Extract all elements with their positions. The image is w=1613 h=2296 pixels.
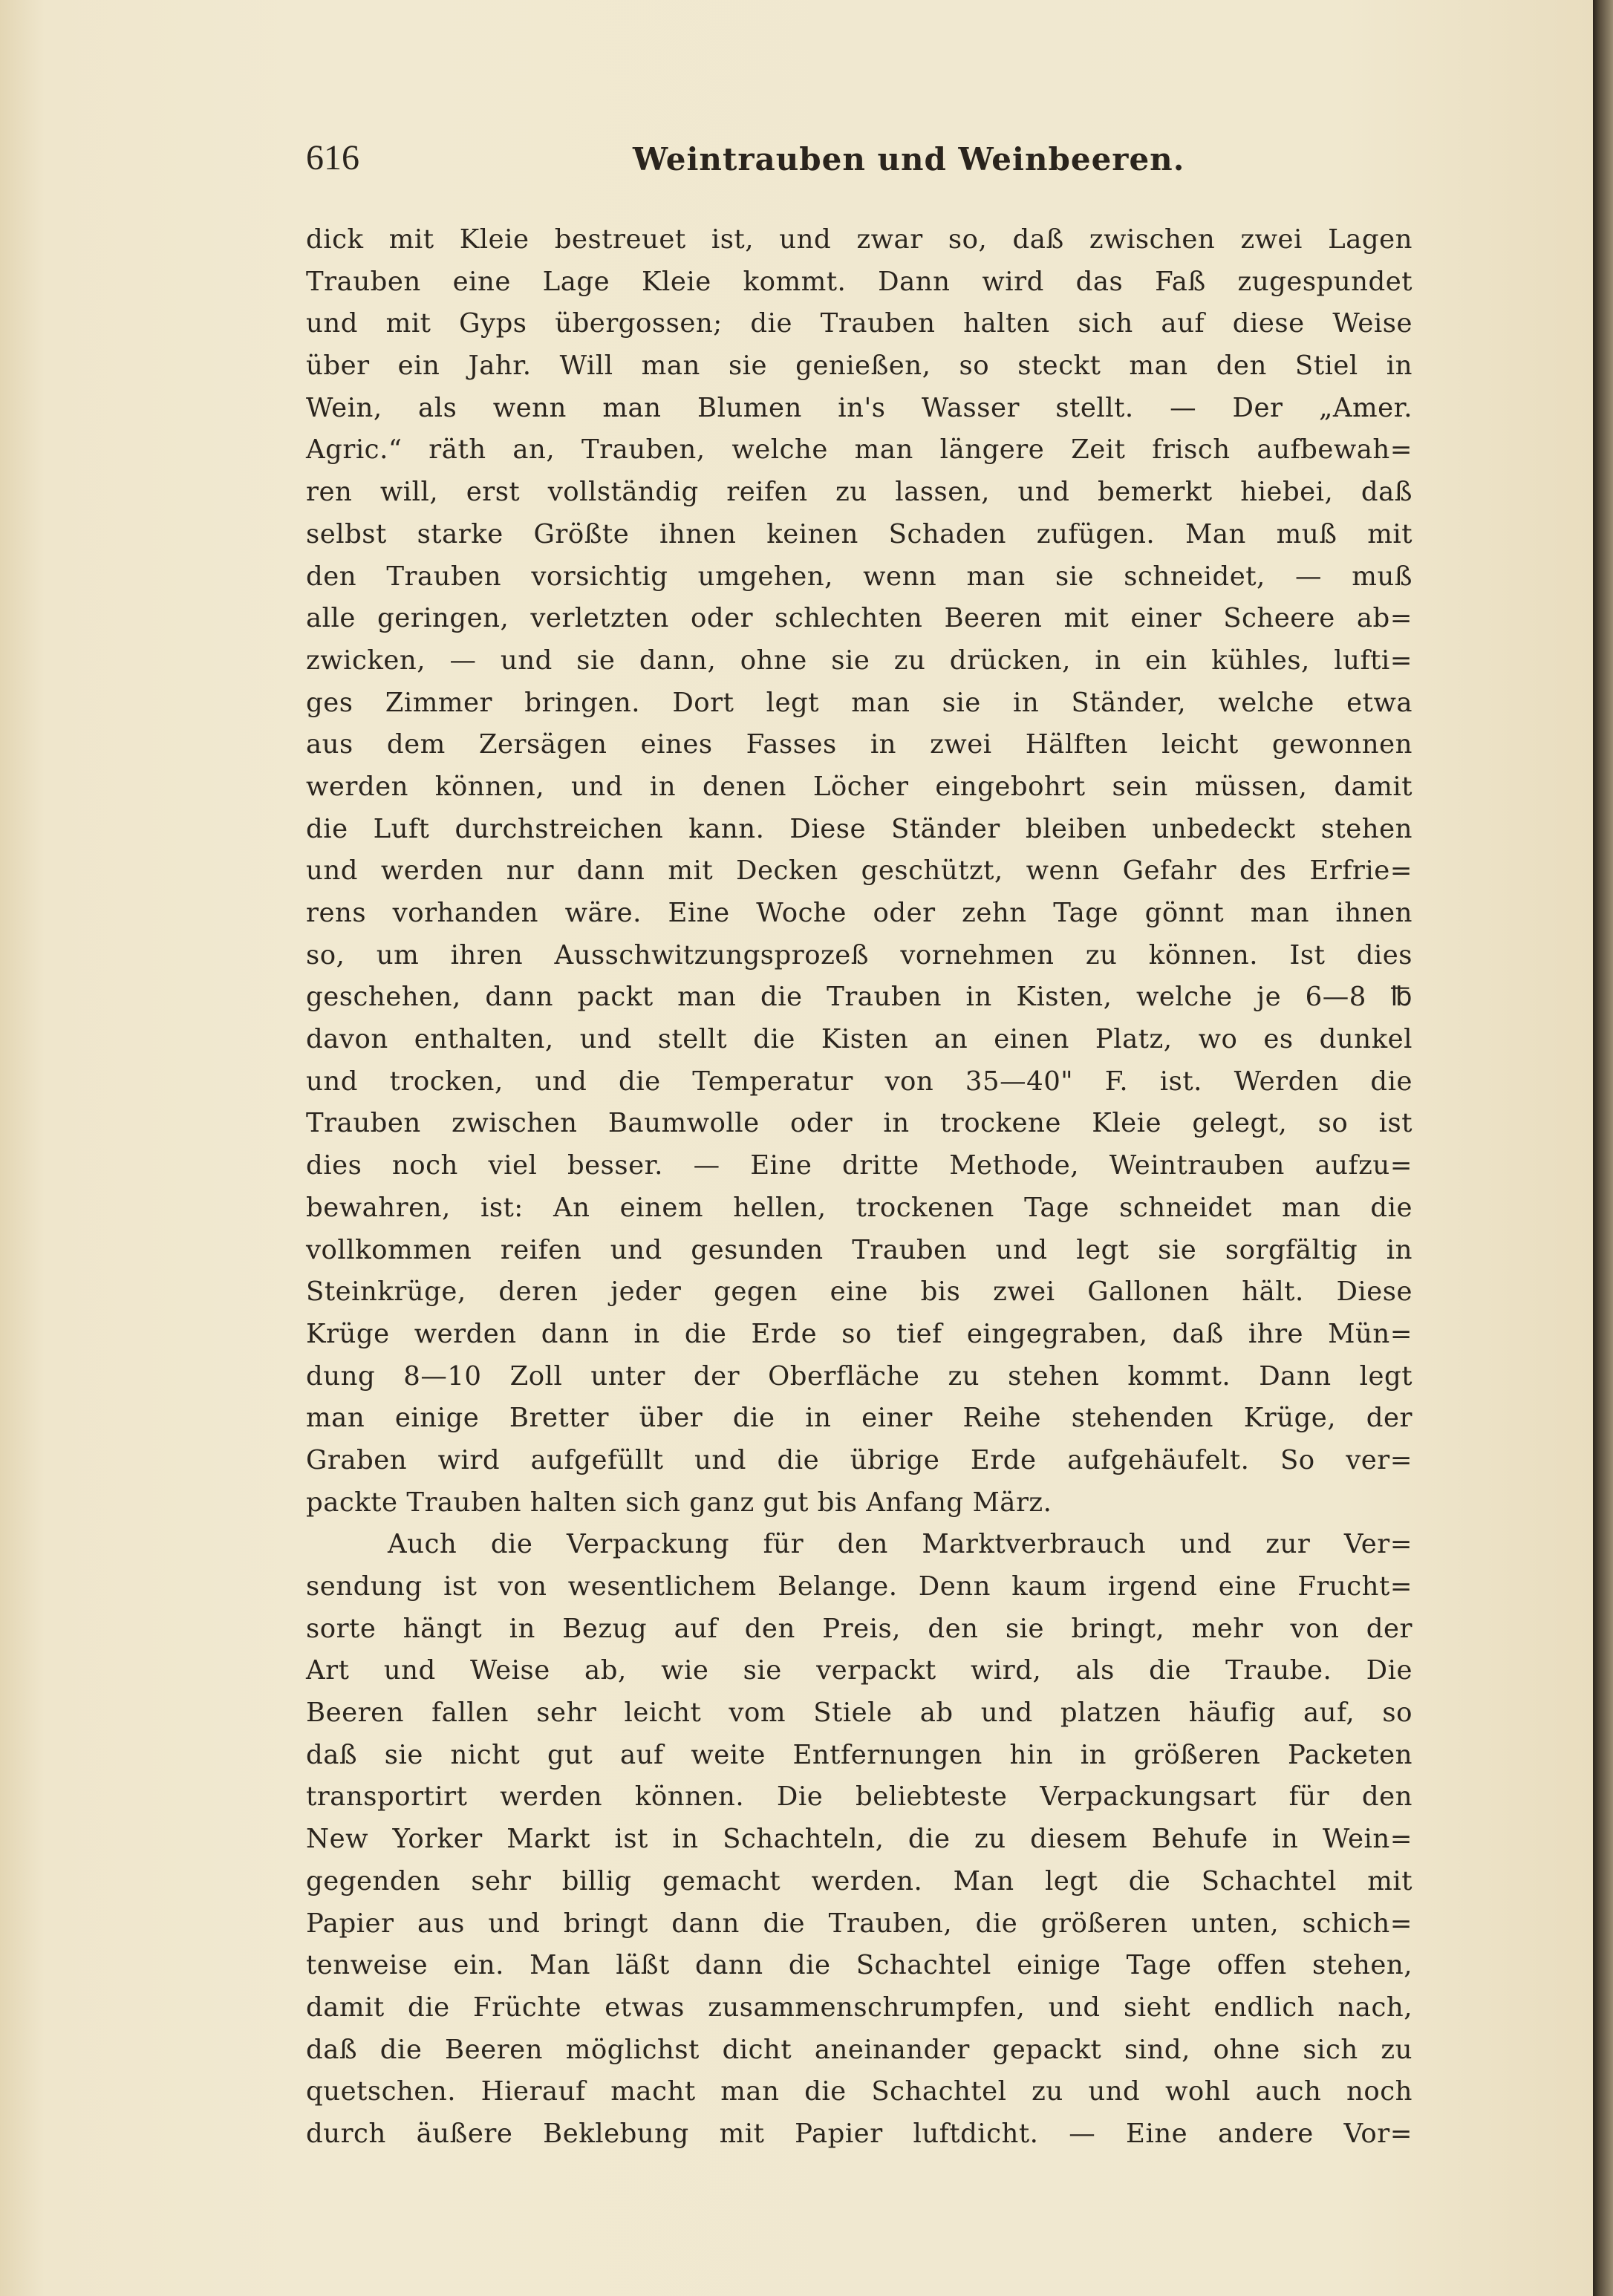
text-line: Steinkrüge, deren jeder gegen eine bis zwei Gallonen hält. Diese — [306, 1276, 1412, 1308]
text-line: New Yorker Markt ist in Schachteln, die zu diesem Behufe in Wein= — [306, 1824, 1412, 1855]
text-line: man einige Bretter über die in einer Reihe stehenden Krüge, der — [306, 1403, 1412, 1434]
text-line: aus dem Zersägen eines Fasses in zwei Hälften leicht gewonnen — [306, 729, 1412, 760]
text-line: den Trauben vorsichtig umgehen, wenn man sie schneidet, — muß — [306, 561, 1412, 592]
text-line: Beeren fallen sehr leicht vom Stiele ab und platzen häufig auf, so — [306, 1697, 1412, 1729]
text-line: bewahren, ist: An einem hellen, trockenen Tage schneidet man die — [306, 1192, 1412, 1223]
page-edge-shadow — [1593, 0, 1613, 2296]
text-line: daß sie nicht gut auf weite Entfernungen hin in größeren Packeten — [306, 1739, 1412, 1770]
text-line: Krüge werden dann in die Erde so tief eingegraben, daß ihre Mün= — [306, 1318, 1412, 1349]
text-line: alle geringen, verletzten oder schlechten Beeren mit einer Scheere ab= — [306, 603, 1412, 634]
page-number: 616 — [306, 138, 359, 177]
text-line: und trocken, und die Temperatur von 35—40" F. ist. Werden die — [306, 1066, 1412, 1097]
text-line: durch äußere Beklebung mit Papier luftdicht. — Eine andere Vor= — [306, 2118, 1412, 2149]
text-line: ges Zimmer bringen. Dort legt man sie in Ständer, welche etwa — [306, 687, 1412, 718]
text-line: daß die Beeren möglichst dicht aneinander gepackt sind, ohne sich zu — [306, 2034, 1412, 2065]
text-line: rens vorhanden wäre. Eine Woche oder zehn Tage gönnt man ihnen — [306, 898, 1412, 928]
text-line: die Luft durchstreichen kann. Diese Ständer bleiben unbedeckt stehen — [306, 813, 1412, 844]
text-line: über ein Jahr. Will man sie genießen, so steckt man den Stiel in — [306, 350, 1412, 382]
body-text — [306, 219, 1412, 2156]
text-line: dung 8—10 Zoll unter der Oberfläche zu stehen kommt. Dann legt — [306, 1360, 1412, 1392]
text-line: und werden nur dann mit Decken geschützt, wenn Gefahr des Erfrie= — [306, 855, 1412, 887]
text-line: davon enthalten, und stellt die Kisten an einen Platz, wo es dunkel — [306, 1024, 1412, 1055]
text-line: und mit Gyps übergossen; die Trauben halten sich auf diese Weise — [306, 308, 1412, 339]
text-line: selbst starke Größte ihnen keinen Schaden zufügen. Man muß mit — [306, 518, 1412, 549]
text-line: tenweise ein. Man läßt dann die Schachtel einige Tage offen stehen, — [306, 1950, 1412, 1981]
text-line: quetschen. Hierauf macht man die Schachtel zu und wohl auch noch — [306, 2076, 1412, 2107]
text-line: werden können, und in denen Löcher eingebohrt sein müssen, damit — [306, 771, 1412, 802]
text-line: gegenden sehr billig gemacht werden. Man legt die Schachtel mit — [306, 1865, 1412, 1897]
text-line: so, um ihren Ausschwitzungsprozeß vornehmen zu können. Ist dies — [306, 939, 1412, 971]
running-title: Weintrauben und Weinbeeren. — [633, 141, 1185, 177]
paragraph-end-line: packte Trauben halten sich ganz gut bis Anfang März. — [306, 1487, 1052, 1518]
text-line: geschehen, dann packt man die Trauben in Kisten, welche je 6—8 ℔ — [306, 982, 1412, 1013]
text-line: zwicken, — und sie dann, ohne sie zu drücken, in ein kühles, lufti= — [306, 645, 1412, 676]
text-line: dick mit Kleie bestreuet ist, und zwar so, daß zwischen zwei Lagen — [306, 224, 1412, 255]
text-line: transportirt werden können. Die beliebteste Verpackungsart für den — [306, 1781, 1412, 1813]
text-line: damit die Früchte etwas zusammenschrumpfen, und sieht endlich nach, — [306, 1992, 1412, 2023]
text-line: sendung ist von wesentlichem Belange. Denn kaum irgend eine Frucht= — [306, 1571, 1412, 1602]
paragraph-start-line: Auch die Verpackung für den Marktverbrauch und zur Ver= — [388, 1529, 1412, 1560]
text-line: Papier aus und bringt dann die Trauben, die größeren unten, schich= — [306, 1908, 1412, 1939]
text-line: Graben wird aufgefüllt und die übrige Erde aufgehäufelt. So ver= — [306, 1444, 1412, 1475]
page-header — [306, 134, 1412, 186]
text-line: Wein, als wenn man Blumen in's Wasser stellt. — Der „Amer. — [306, 392, 1412, 423]
text-line: Trauben eine Lage Kleie kommt. Dann wird das Faß zugespundet — [306, 266, 1412, 297]
text-line: Agric.“ räth an, Trauben, welche man längere Zeit frisch aufbewah= — [306, 434, 1412, 466]
text-line: vollkommen reifen und gesunden Trauben und legt sie sorgfältig in — [306, 1234, 1412, 1265]
text-line: Trauben zwischen Baumwolle oder in trockene Kleie gelegt, so ist — [306, 1108, 1412, 1139]
text-line: sorte hängt in Bezug auf den Preis, den sie bringt, mehr von der — [306, 1613, 1412, 1644]
text-line: dies noch viel besser. — Eine dritte Methode, Weintrauben aufzu= — [306, 1150, 1412, 1181]
text-line: ren will, erst vollständig reifen zu lassen, und bemerkt hiebei, daß — [306, 477, 1412, 508]
text-line: Art und Weise ab, wie sie verpackt wird, als die Traube. Die — [306, 1655, 1412, 1686]
